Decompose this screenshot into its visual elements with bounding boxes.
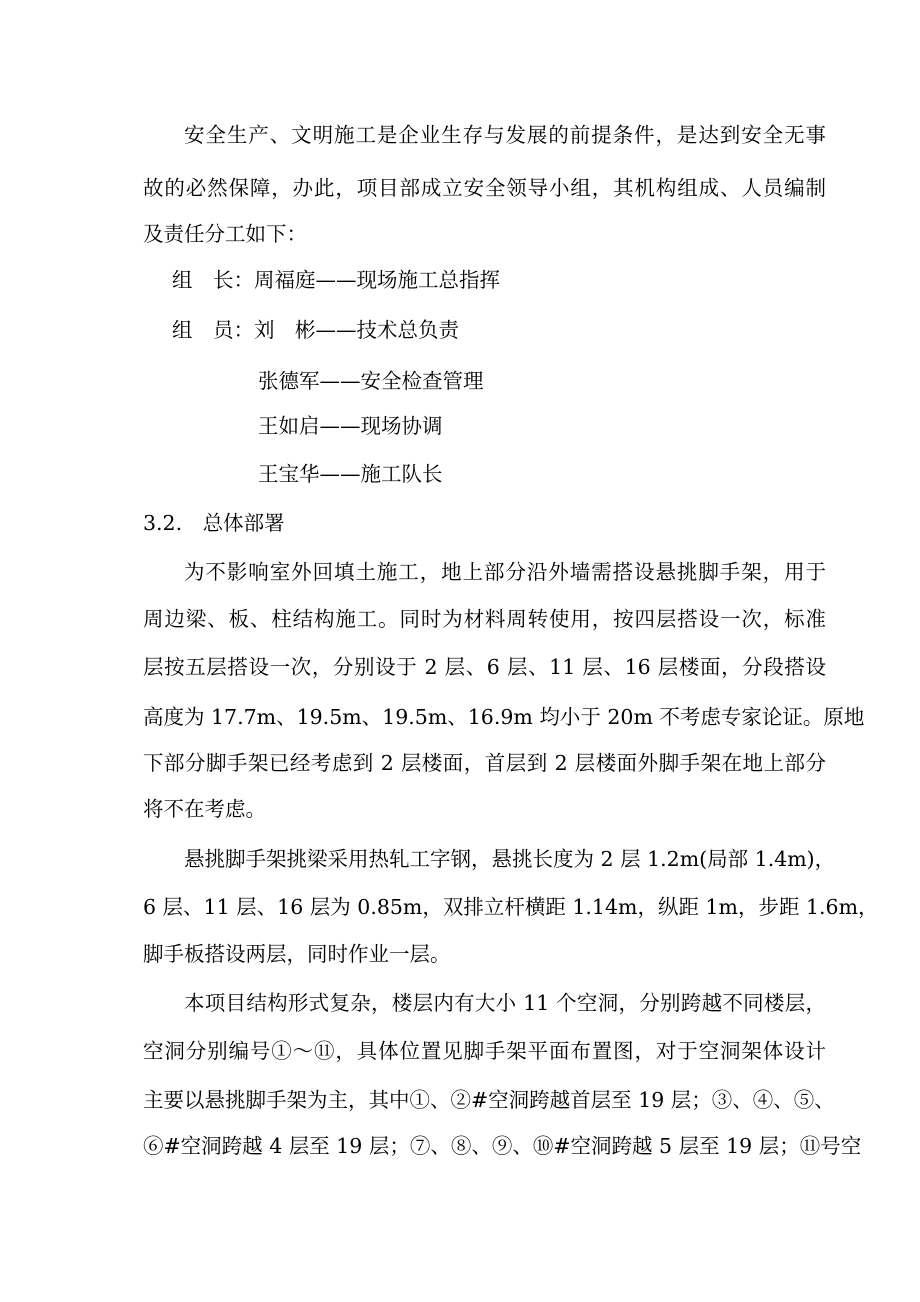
para1-line-2: 故的必然保障，办此，项目部成立安全领导小组，其机构组成、人员编制 [143, 176, 826, 200]
team-member-4: 王宝华——施工队长 [258, 462, 443, 486]
para3-line-2: 6 层、11 层、16 层为 0.85m，双排立杆横距 1.14m，纵距 1m，步距 1.6m， [143, 895, 879, 919]
para1-line-3: 及责任分工如下： [143, 222, 307, 246]
para2-line-5: 下部分脚手架已经考虑到 2 层楼面，首层到 2 层楼面外脚手架在地上部分 [143, 751, 826, 775]
para3-line-1: 悬挑脚手架挑梁采用热轧工字钢，悬挑长度为 2 层 1.2m(局部 1.4m)， [184, 847, 836, 871]
para2-line-3: 层按五层搭设一次，分别设于 2 层、6 层、11 层、16 层楼面，分段搭设 [143, 655, 826, 679]
para1-line-1: 安全生产、文明施工是企业生存与发展的前提条件，是达到安全无事 [184, 123, 826, 147]
para2-line-4: 高度为 17.7m、19.5m、19.5m、16.9m 均小于 20m 不考虑专家论证。原地 [143, 705, 865, 729]
para4-line-1: 本项目结构形式复杂，楼层内有大小 11 个空洞，分别跨越不同楼层， [184, 991, 826, 1015]
para3-line-3: 脚手板搭设两层，同时作业一层。 [143, 942, 451, 966]
team-member-2: 张德军——安全检查管理 [258, 369, 484, 393]
para4-line-2: 空洞分别编号①～⑪，具体位置见脚手架平面布置图，对于空洞架体设计 [143, 1039, 826, 1063]
team-leader: 组 长：周福庭——现场施工总指挥 [172, 268, 500, 292]
team-member-1: 组 员：刘 彬——技术总负责 [172, 318, 459, 342]
para2-line-1: 为不影响室外回填土施工，地上部分沿外墙需搭设悬挑脚手架，用于 [184, 560, 826, 584]
para4-line-4: ⑥#空洞跨越 4 层至 19 层；⑦、⑧、⑨、⑩#空洞跨越 5 层至 19 层；⑪号空 [143, 1134, 862, 1158]
para4-line-3: 主要以悬挑脚手架为主，其中①、②#空洞跨越首层至 19 层；③、④、⑤、 [143, 1088, 835, 1112]
para2-line-2: 周边梁、板、柱结构施工。同时为材料周转使用，按四层搭设一次，标准 [143, 607, 826, 631]
section-heading: 3.2. 总体部署 [143, 511, 285, 535]
team-member-3: 王如启——现场协调 [258, 414, 443, 438]
para2-line-6: 将不在考虑。 [143, 797, 266, 821]
